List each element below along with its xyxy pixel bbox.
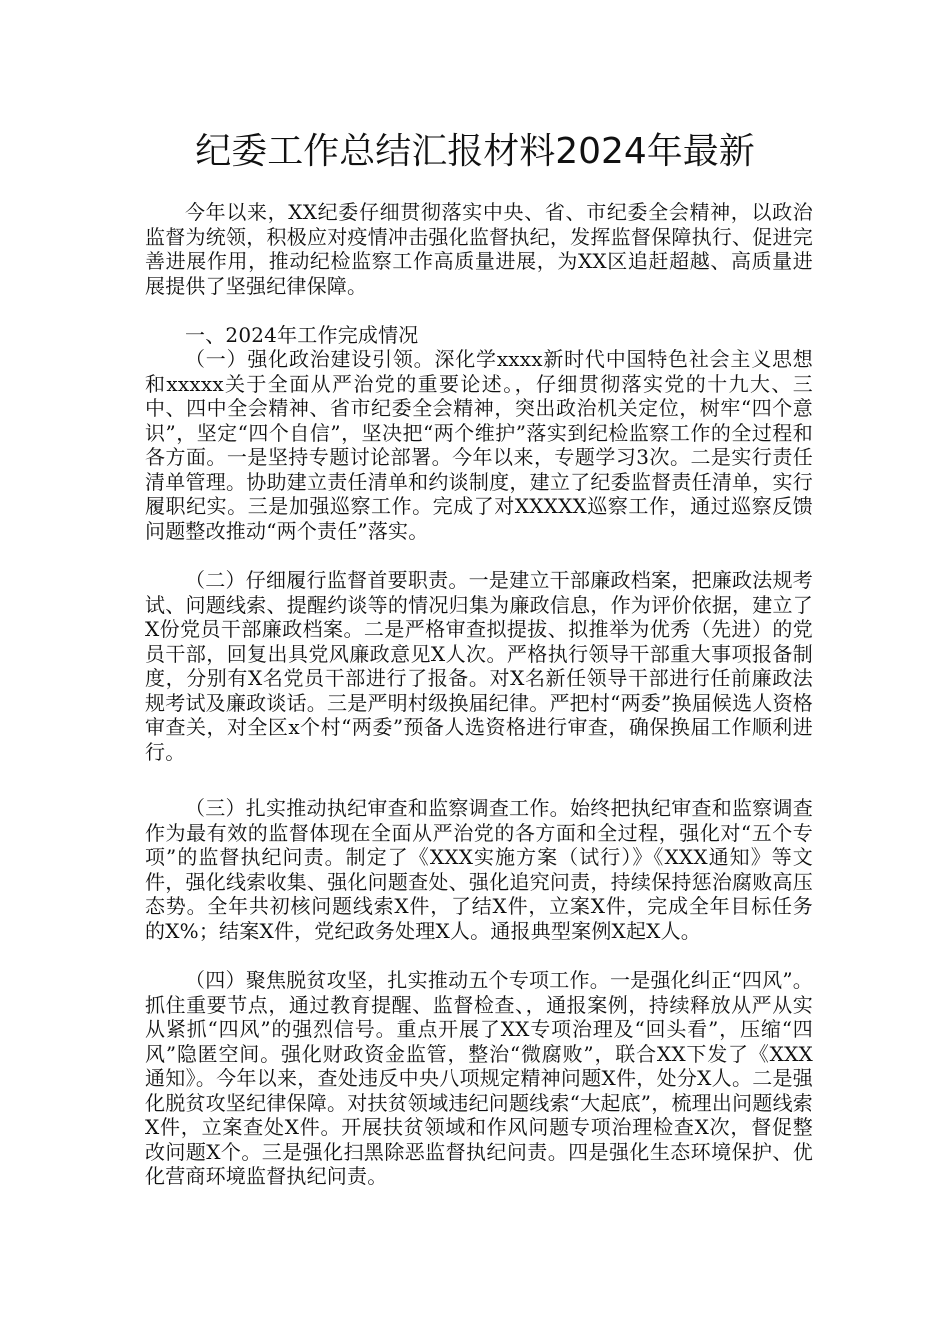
paragraph-discipline-review: （三）扎实推动执纪审查和监察调查工作。始终把执纪审查和监察调查作为最有效的监督体现在全面从严治党的各方面和全过程，强化对“五个专项”的监督执纪问责。制定了《XXX实施方案（试行）》《XXX通知》等文件，强化线索收集、强化问题查处、强化追究问责，持续保持惩治腐败高压态势。全年共初核问题线索X件，了结X件，立案X件，完成全年目标任务的X%；结案X件，党纪政务处理X人。通报典型案例X起X人。 [145, 796, 813, 943]
paragraph-political-building: （一）强化政治建设引领。深化学xxxx新时代中国特色社会主义思想和xxxxx关于全面从严治党的重要论述。，仔细贯彻落实党的十九大、三中、四中全会精神、省市纪委全会精神，突出政治机关定位，树牢“四个意识”，坚定“四个自信”，坚决把“两个维护”落实到纪检监察工作的全过程和各方面。一是坚持专题讨论部署。今年以来，专题学习3次。二是实行责任清单管理。协助建立责任清单和约谈制度，建立了纪委监督责任清单，实行履职纪实。三是加强巡察工作。完成了对XXXXX巡察工作，通过巡察反馈问题整改推动“两个责任”落实。 [145, 347, 813, 543]
document-title: 纪委工作总结汇报材料2024年最新 [195, 131, 755, 172]
paragraph-poverty-alleviation: （四）聚焦脱贫攻坚，扎实推动五个专项工作。一是强化纠正“四风”。抓住重要节点，通过教育提醒、监督检查、，通报案例，持续释放从严从实从紧抓“四风”的强烈信号。重点开展了XX专项治理及“回头看”，压缩“四风”隐匿空间。强化财政资金监管，整治“微腐败”，联合XX下发了《XXX通知》。今年以来，查处违反中央八项规定精神问题X件，处分X人。二是强化脱贫攻坚纪律保障。对扶贫领域违纪问题线索“大起底”，梳理出问题线索X件，立案查处X件。开展扶贫领域和作风问题专项治理检查X次，督促整改问题X个。三是强化扫黑除恶监督执纪问责。四是强化生态环境保护、优化营商环境监督执纪问责。 [145, 968, 813, 1188]
section-heading: 一、2024年工作完成情况 [185, 323, 419, 347]
paragraph-supervision-duty: （二）仔细履行监督首要职责。一是建立干部廉政档案，把廉政法规考试、问题线索、提醒约谈等的情况归集为廉政信息，作为评价依据，建立了X份党员干部廉政档案。二是严格审查拟提拔、拟推举为优秀（先进）的党员干部，回复出具党风廉政意见X人次。严格执行领导干部重大事项报备制度，分别有X名党员干部进行了报备。对X名新任领导干部进行任前廉政法规考试及廉政谈话。三是严明村级换届纪律。严把村“两委”换届候选人资格审查关，对全区x个村“两委”预备人选资格进行审查，确保换届工作顺利进行。 [145, 568, 813, 764]
intro-paragraph: 今年以来，XX纪委仔细贯彻落实中央、省、市纪委全会精神，以政治监督为统领，积极应对疫情冲击强化监督执纪，发挥监督保障执行、促进完善进展作用，推动纪检监察工作高质量进展，为XX区追赶超越、高质量进展提供了坚强纪律保障。 [145, 200, 813, 298]
